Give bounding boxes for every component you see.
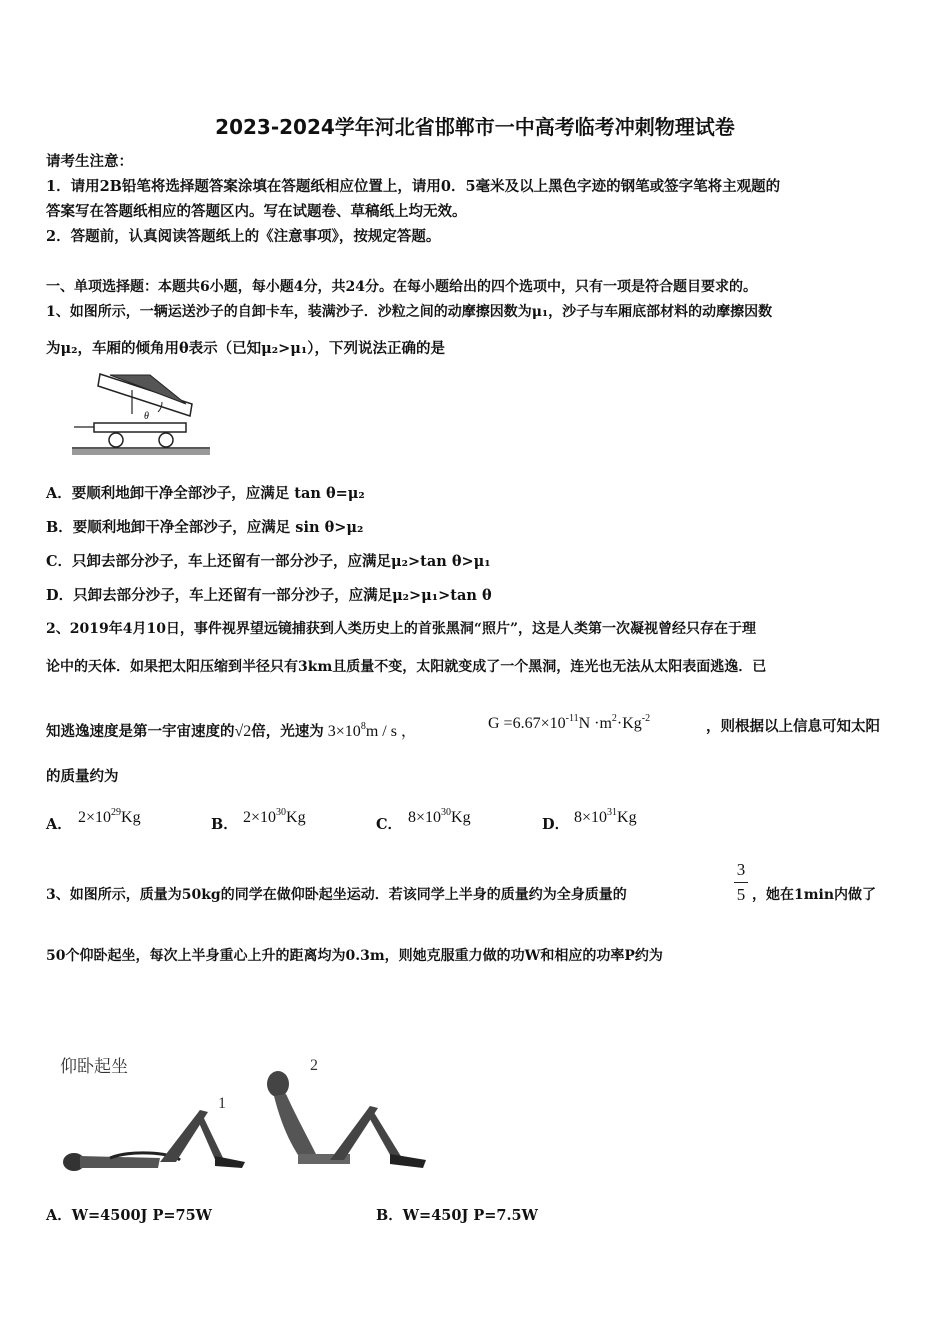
q1-option-b: B．要顺利地卸干净全部沙子，应满足 sin θ>μ₂ — [46, 519, 364, 536]
notice-heading: 请考生注意： — [46, 153, 133, 170]
figure-label-1: 1 — [218, 1095, 226, 1112]
q2-option-d-letter: D． — [542, 816, 570, 833]
q3-option-b: B．W=450J P=7.5W — [376, 1207, 538, 1224]
notice-line-1b: 答案写在答题纸相应的答题区内。写在试题卷、草稿纸上均无效。 — [46, 203, 467, 220]
q3-line-1-end: ，她在1min内做了 — [752, 887, 877, 903]
section-heading: 一、单项选择题：本题共6小题，每小题4分，共24分。在每小题给出的四个选项中，只有一项是符合题目要求的。 — [46, 279, 757, 295]
q2-option-b-value: $2\times 10^{30}Kg$ — [243, 807, 306, 826]
figure-caption: 仰卧起坐 — [60, 1057, 128, 1077]
q2-option-d-value: $8\times 10^{31}Kg$ — [574, 807, 637, 826]
q1-option-a: A．要顺利地卸干净全部沙子，应满足 tan θ=μ₂ — [46, 485, 365, 502]
page-title: 2023-2024学年河北省邯郸市一中高考临考冲刺物理试卷 — [215, 115, 735, 139]
sqrt-two: √2 — [234, 723, 252, 740]
notice-line-1a: 1．请用2B铅笔将选择题答案涂填在答题纸相应位置上，请用0．5毫米及以上黑色字迹的钢笔或签字笔将主观题的 — [46, 178, 781, 195]
theta-label: θ — [144, 411, 149, 422]
dump-truck-figure — [70, 368, 215, 460]
q1-option-d: D．只卸去部分沙子，车上还留有一部分沙子，应满足μ₂>μ₁>tan θ — [46, 587, 492, 604]
notice-line-2: 2．答题前，认真阅读答题纸上的《注意事项》，按规定答题。 — [46, 228, 441, 245]
q1-option-c: C．只卸去部分沙子，车上还留有一部分沙子，应满足μ₂>tan θ>μ₁ — [46, 553, 491, 570]
situp-figure — [50, 1050, 450, 1190]
q3-line-1: 3、如图所示，质量为50kg的同学在做仰卧起坐运动．若该同学上半身的质量约为全身质量的 — [46, 887, 627, 903]
q2-option-a-value: $2\times 10^{29}Kg$ — [78, 807, 141, 826]
q2-option-b-letter: B． — [211, 816, 238, 833]
q1-line-2: 为μ₂，车厢的倾角用θ表示（已知μ₂>μ₁），下列说法正确的是 — [46, 340, 445, 357]
fraction-three-fifths: 3 5 — [734, 860, 748, 905]
gravity-constant: $G =6.67\times 10^{-11}N \cdot m^2\cdot Kg^{-2}$ — [488, 713, 651, 732]
q3-option-a: A．W=4500J P=75W — [46, 1207, 212, 1224]
q2-line-3-end: ，则根据以上信息可知太阳 — [706, 718, 880, 735]
q2-line-1: 2、2019年4月10日，事件视界望远镜捕获到人类历史上的首张黑洞“照片”，这是人类第一次凝视曾经只存在于理 — [46, 621, 757, 637]
q2-line-2: 论中的天体．如果把太阳压缩到半径只有3km且质量不变，太阳就变成了一个黑洞，连光也无法从太阳表面逃逸．已 — [46, 659, 767, 675]
q3-line-2: 50个仰卧起坐，每次上半身重心上升的距离均为0.3m，则她克服重力做的功W和相应的功率P约为 — [46, 948, 663, 964]
q2-option-c-value: $8\times 10^{30}Kg$ — [408, 807, 471, 826]
figure-label-2: 2 — [310, 1057, 318, 1074]
q1-line-1: 1、如图所示，一辆运送沙子的自卸卡车，装满沙子．沙粒之间的动摩擦因数为μ₁，沙子与车厢底部材料的动摩擦因数 — [46, 304, 773, 320]
q2-option-c-letter: C． — [376, 816, 403, 833]
q2-line-3: 知逃逸速度是第一宇宙速度的√2倍，光速为 $3\times 10^8m / s$ ， — [46, 721, 417, 740]
q2-option-a-letter: A． — [46, 816, 72, 833]
q2-line-4: 的质量约为 — [46, 768, 119, 785]
